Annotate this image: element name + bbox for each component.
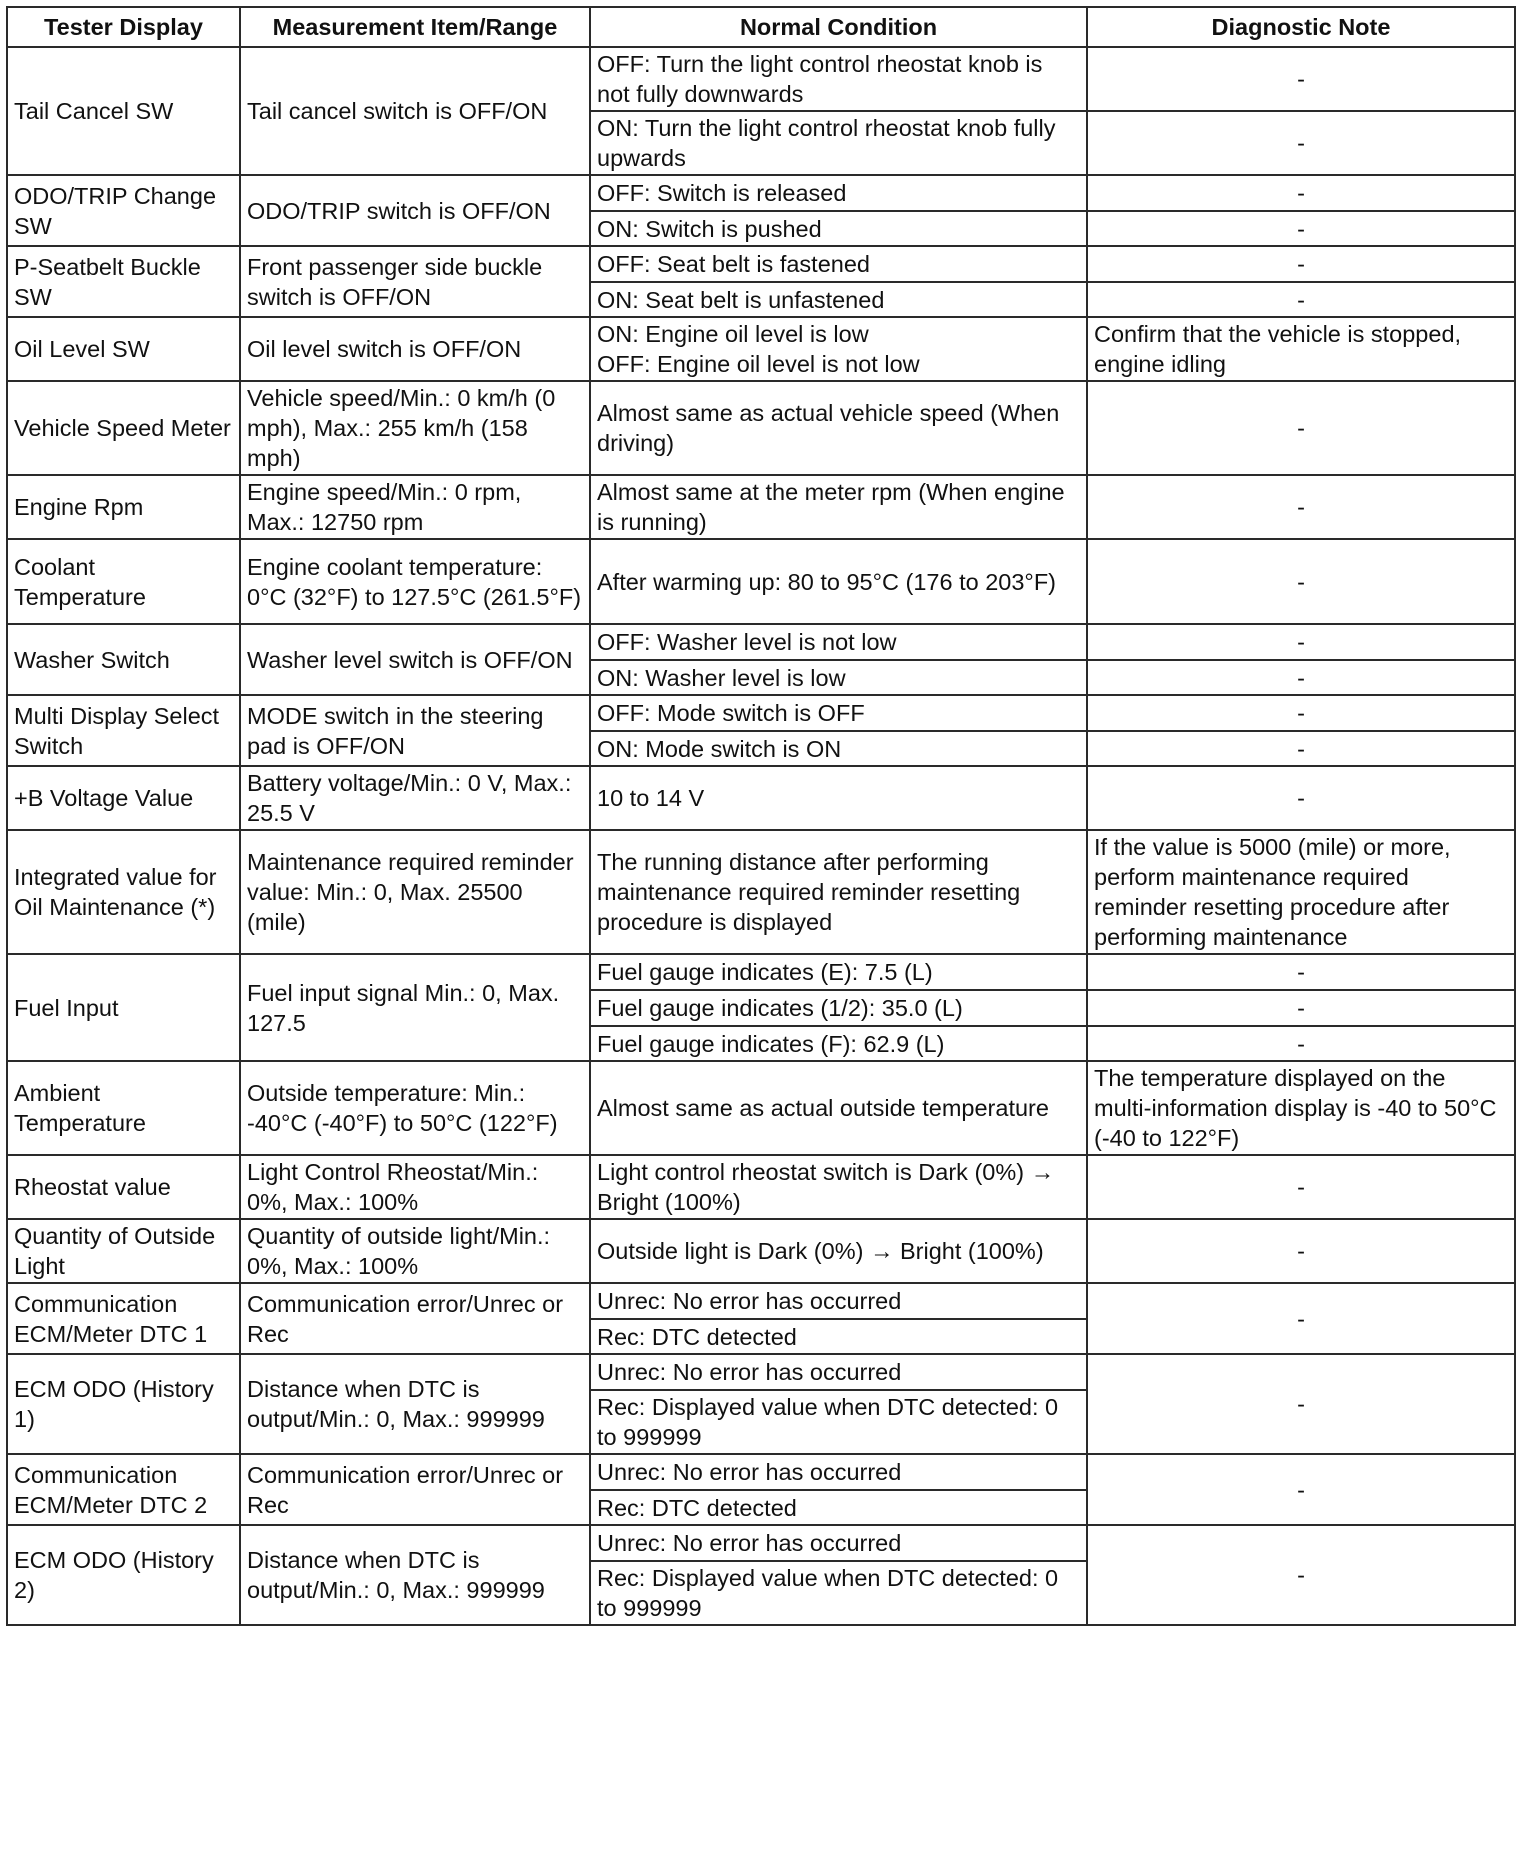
tester-display-cell: Tail Cancel SW xyxy=(7,47,240,175)
normal-condition-cell: ON: Seat belt is unfastened xyxy=(590,282,1087,317)
measurement-range-cell: Fuel input signal Min.: 0, Max. 127.5 xyxy=(240,954,590,1061)
normal-condition-cell: Unrec: No error has occurred xyxy=(590,1354,1087,1390)
diagnostic-note-cell: - xyxy=(1087,282,1515,317)
normal-condition-cell: Light control rheostat switch is Dark (0%) → Bright (100%) xyxy=(590,1155,1087,1219)
table-row xyxy=(7,1454,1515,1490)
normal-condition-cell: The running distance after performing maintenance required reminder resetting procedure is displayed xyxy=(590,830,1087,954)
normal-condition-cell: Almost same as actual vehicle speed (When driving) xyxy=(590,381,1087,475)
tester-display-cell: Engine Rpm xyxy=(7,475,240,539)
normal-condition-cell: ON: Engine oil level is low OFF: Engine oil level is not low xyxy=(590,317,1087,381)
measurement-range-cell: Distance when DTC is output/Min.: 0, Max.: 999999 xyxy=(240,1525,590,1625)
measurement-range-cell: Tail cancel switch is OFF/ON xyxy=(240,47,590,175)
measurement-range-cell: Distance when DTC is output/Min.: 0, Max.: 999999 xyxy=(240,1354,590,1454)
measurement-range-cell: Quantity of outside light/Min.: 0%, Max.: 100% xyxy=(240,1219,590,1283)
table-row xyxy=(7,830,1515,954)
diagnostic-note-cell: - xyxy=(1087,1283,1515,1354)
tester-display-cell: Fuel Input xyxy=(7,954,240,1061)
tester-display-cell: P-Seatbelt Buckle SW xyxy=(7,246,240,317)
diagnostic-note-cell: - xyxy=(1087,990,1515,1026)
normal-condition-cell: ON: Turn the light control rheostat knob fully upwards xyxy=(590,111,1087,175)
tester-display-cell: Communication ECM/Meter DTC 1 xyxy=(7,1283,240,1354)
diagnostic-note-cell: - xyxy=(1087,111,1515,175)
diagnostic-note-cell: - xyxy=(1087,475,1515,539)
normal-condition-cell: ON: Mode switch is ON xyxy=(590,731,1087,766)
measurement-range-cell: Engine speed/Min.: 0 rpm, Max.: 12750 rpm xyxy=(240,475,590,539)
diagnostic-note-cell: - xyxy=(1087,381,1515,475)
measurement-range-cell: Front passenger side buckle switch is OFF/ON xyxy=(240,246,590,317)
tester-display-cell: ECM ODO (History 2) xyxy=(7,1525,240,1625)
normal-condition-cell: Unrec: No error has occurred xyxy=(590,1525,1087,1561)
normal-condition-cell: OFF: Turn the light control rheostat knob is not fully downwards xyxy=(590,47,1087,111)
normal-condition-cell: Almost same as actual outside temperature xyxy=(590,1061,1087,1155)
diagnostic-note-cell: Confirm that the vehicle is stopped, engine idling xyxy=(1087,317,1515,381)
normal-condition-cell: 10 to 14 V xyxy=(590,766,1087,830)
normal-condition-cell: Rec: Displayed value when DTC detected: 0 to 999999 xyxy=(590,1390,1087,1454)
table-row xyxy=(7,695,1515,731)
diagnostic-note-cell: The temperature displayed on the multi-information display is -40 to 50°C (-40 to 122°F) xyxy=(1087,1061,1515,1155)
tester-display-cell: Quantity of Outside Light xyxy=(7,1219,240,1283)
normal-condition-cell: Rec: DTC detected xyxy=(590,1490,1087,1525)
diagnostic-note-cell: - xyxy=(1087,1525,1515,1625)
measurement-range-cell: Washer level switch is OFF/ON xyxy=(240,624,590,695)
measurement-range-cell: Oil level switch is OFF/ON xyxy=(240,317,590,381)
measurement-range-cell: Battery voltage/Min.: 0 V, Max.: 25.5 V xyxy=(240,766,590,830)
table-row xyxy=(7,954,1515,990)
normal-condition-cell: OFF: Seat belt is fastened xyxy=(590,246,1087,282)
table-row xyxy=(7,1283,1515,1319)
diagnostic-note-cell: - xyxy=(1087,660,1515,695)
header-diagnostic-note: Diagnostic Note xyxy=(1087,7,1515,47)
normal-condition-cell: OFF: Switch is released xyxy=(590,175,1087,211)
measurement-range-cell: Engine coolant temperature: 0°C (32°F) to 127.5°C (261.5°F) xyxy=(240,539,590,624)
normal-condition-cell: ON: Switch is pushed xyxy=(590,211,1087,246)
tester-display-cell: ECM ODO (History 1) xyxy=(7,1354,240,1454)
diagnostic-note-cell: - xyxy=(1087,211,1515,246)
tester-display-cell: Vehicle Speed Meter xyxy=(7,381,240,475)
table-row xyxy=(7,1525,1515,1561)
tester-display-cell: Washer Switch xyxy=(7,624,240,695)
table-row xyxy=(7,47,1515,111)
table-body xyxy=(7,47,1515,1625)
tester-display-cell: Ambient Temperature xyxy=(7,1061,240,1155)
table-row xyxy=(7,1219,1515,1283)
diagnostic-note-cell: - xyxy=(1087,246,1515,282)
diagnostic-note-cell: - xyxy=(1087,539,1515,624)
table-row xyxy=(7,1354,1515,1390)
tester-display-cell: Multi Display Select Switch xyxy=(7,695,240,766)
normal-condition-cell: Almost same at the meter rpm (When engine is running) xyxy=(590,475,1087,539)
table-row xyxy=(7,1155,1515,1219)
normal-condition-cell: ON: Washer level is low xyxy=(590,660,1087,695)
normal-condition-cell: Outside light is Dark (0%) → Bright (100%) xyxy=(590,1219,1087,1283)
table-row xyxy=(7,1061,1515,1155)
tester-display-cell: Oil Level SW xyxy=(7,317,240,381)
diagnostic-note-cell: - xyxy=(1087,1219,1515,1283)
diagnostic-note-cell: - xyxy=(1087,1026,1515,1061)
diagnostic-note-cell: - xyxy=(1087,766,1515,830)
table-header-row xyxy=(7,7,1515,47)
measurement-range-cell: Communication error/Unrec or Rec xyxy=(240,1454,590,1525)
table-row xyxy=(7,246,1515,282)
tester-display-cell: Communication ECM/Meter DTC 2 xyxy=(7,1454,240,1525)
diagnostic-note-cell: - xyxy=(1087,1354,1515,1454)
diagnostic-note-cell: - xyxy=(1087,1454,1515,1525)
table-row xyxy=(7,317,1515,381)
header-measurement-item: Measurement Item/Range xyxy=(240,7,590,47)
normal-condition-cell: Fuel gauge indicates (1/2): 35.0 (L) xyxy=(590,990,1087,1026)
diagnostic-note-cell: - xyxy=(1087,731,1515,766)
diagnostic-note-cell: - xyxy=(1087,624,1515,660)
measurement-range-cell: Maintenance required reminder value: Min.: 0, Max. 25500 (mile) xyxy=(240,830,590,954)
table-row xyxy=(7,624,1515,660)
measurement-range-cell: MODE switch in the steering pad is OFF/ON xyxy=(240,695,590,766)
table-row xyxy=(7,175,1515,211)
diagnostic-note-cell: If the value is 5000 (mile) or more, perform maintenance required reminder resetting procedure after performing maintenance xyxy=(1087,830,1515,954)
measurement-range-cell: Outside temperature: Min.: -40°C (-40°F) to 50°C (122°F) xyxy=(240,1061,590,1155)
normal-condition-cell: OFF: Mode switch is OFF xyxy=(590,695,1087,731)
measurement-range-cell: Vehicle speed/Min.: 0 km/h (0 mph), Max.: 255 km/h (158 mph) xyxy=(240,381,590,475)
diagnostic-note-cell: - xyxy=(1087,1155,1515,1219)
header-normal-condition: Normal Condition xyxy=(590,7,1087,47)
table-row xyxy=(7,475,1515,539)
tester-display-cell: +B Voltage Value xyxy=(7,766,240,830)
measurement-range-cell: ODO/TRIP switch is OFF/ON xyxy=(240,175,590,246)
normal-condition-cell: Fuel gauge indicates (E): 7.5 (L) xyxy=(590,954,1087,990)
diagnostic-note-cell: - xyxy=(1087,695,1515,731)
normal-condition-cell: Fuel gauge indicates (F): 62.9 (L) xyxy=(590,1026,1087,1061)
diagnostic-note-cell: - xyxy=(1087,954,1515,990)
normal-condition-cell: After warming up: 80 to 95°C (176 to 203°F) xyxy=(590,539,1087,624)
tester-display-cell: ODO/TRIP Change SW xyxy=(7,175,240,246)
table-row xyxy=(7,381,1515,475)
tester-display-cell: Rheostat value xyxy=(7,1155,240,1219)
diagnostic-note-cell: - xyxy=(1087,47,1515,111)
normal-condition-cell: Rec: DTC detected xyxy=(590,1319,1087,1354)
tester-display-cell: Coolant Temperature xyxy=(7,539,240,624)
measurement-range-cell: Light Control Rheostat/Min.: 0%, Max.: 100% xyxy=(240,1155,590,1219)
diagnostic-note-cell: - xyxy=(1087,175,1515,211)
normal-condition-cell: Unrec: No error has occurred xyxy=(590,1454,1087,1490)
diagnostic-data-table xyxy=(6,6,1516,1626)
normal-condition-cell: OFF: Washer level is not low xyxy=(590,624,1087,660)
table-row xyxy=(7,766,1515,830)
normal-condition-cell: Rec: Displayed value when DTC detected: 0 to 999999 xyxy=(590,1561,1087,1625)
measurement-range-cell: Communication error/Unrec or Rec xyxy=(240,1283,590,1354)
normal-condition-cell: Unrec: No error has occurred xyxy=(590,1283,1087,1319)
tester-display-cell: Integrated value for Oil Maintenance (*) xyxy=(7,830,240,954)
table-row xyxy=(7,539,1515,624)
header-tester-display: Tester Display xyxy=(7,7,240,47)
